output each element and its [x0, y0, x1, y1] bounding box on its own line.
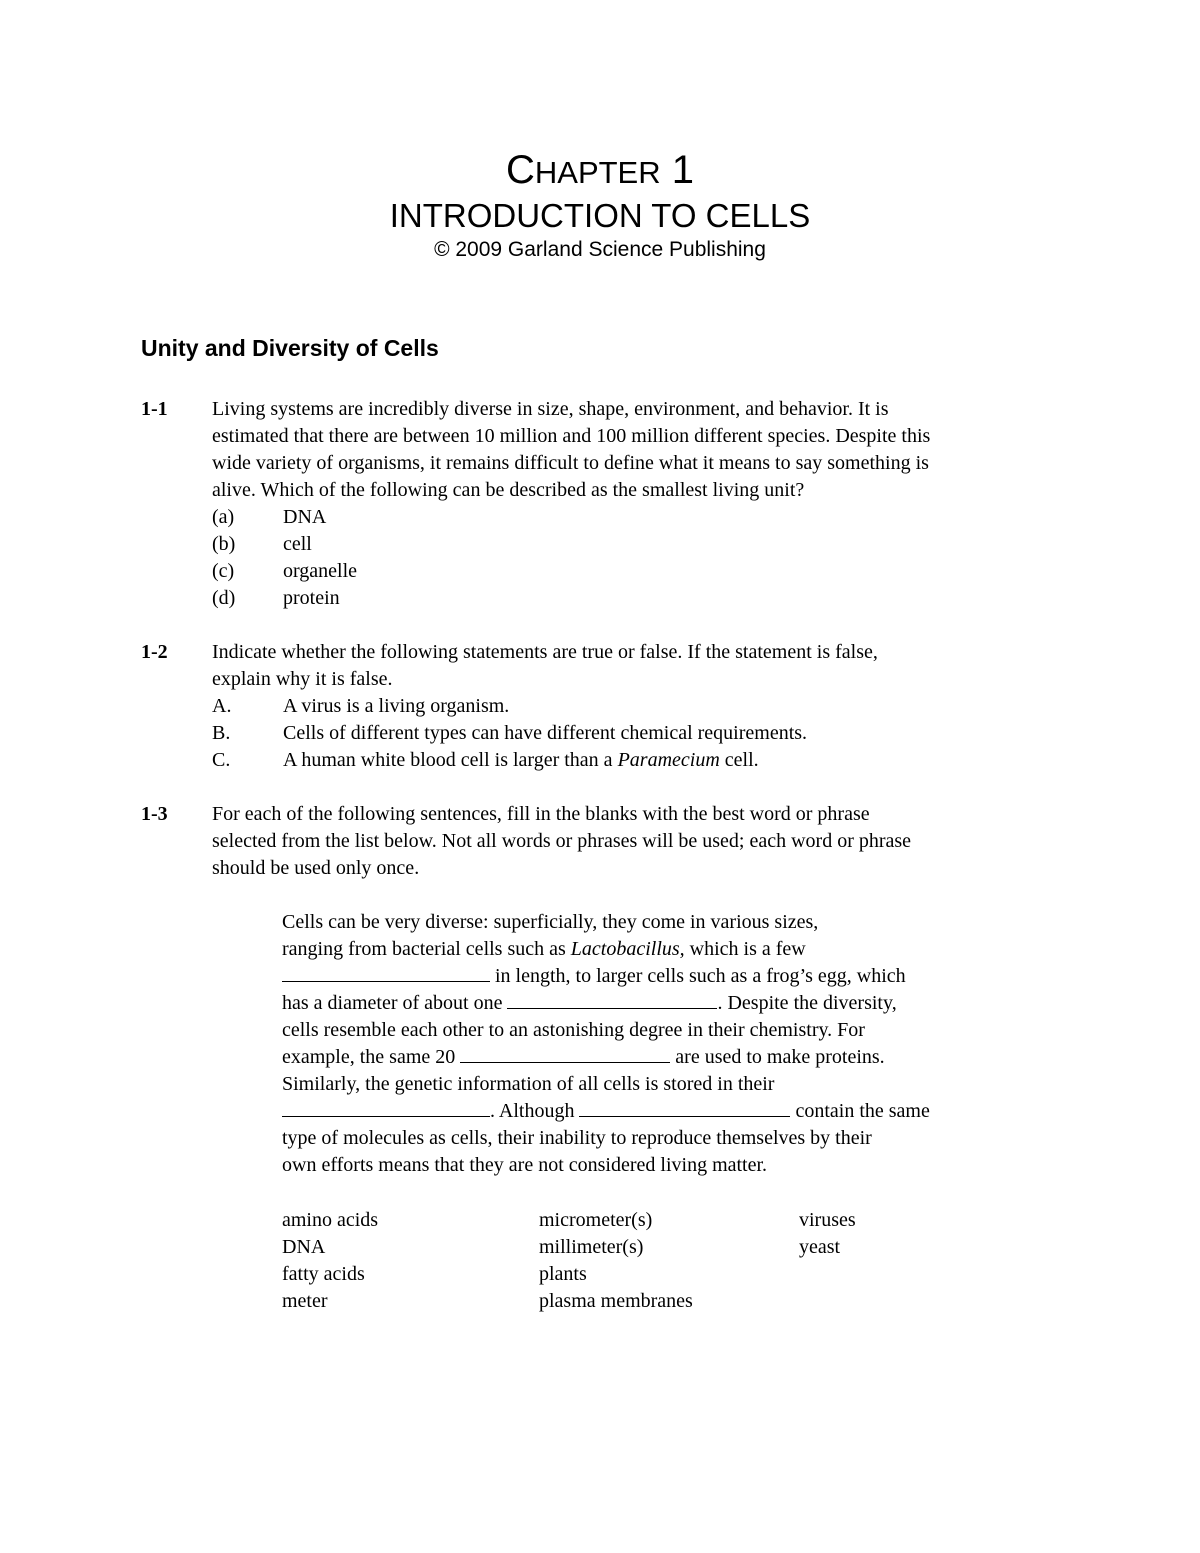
- passage-line: [282, 990, 1002, 1017]
- statement-text: [283, 747, 759, 774]
- passage-line: Similarly, the genetic information of all cells is stored in their: [282, 1073, 775, 1095]
- fill-in-passage: [282, 909, 1002, 1179]
- question-number: 1-3: [141, 803, 168, 825]
- option-text: protein: [283, 587, 340, 609]
- chapter-number: 1: [671, 148, 694, 192]
- answer-blank-3[interactable]: [460, 1044, 670, 1063]
- statement-label: A.: [212, 695, 232, 717]
- word-bank-item: plants: [539, 1263, 587, 1285]
- answer-option-a: [212, 504, 1012, 531]
- question-text: [212, 639, 1071, 693]
- statement-text-part: A human white blood cell is larger than a: [283, 749, 618, 771]
- word-bank-column: [539, 1207, 693, 1315]
- word-bank-column: [799, 1207, 856, 1261]
- statement-text-part: cell.: [719, 749, 759, 771]
- question-number: 1-1: [141, 398, 168, 420]
- chapter-title-word: HAPTER: [534, 155, 661, 190]
- answer-blank-2[interactable]: [507, 990, 717, 1009]
- option-text: DNA: [283, 506, 327, 528]
- passage-text: contain the same: [790, 1100, 930, 1122]
- passage-line: type of molecules as cells, their inability to reproduce themselves by their: [282, 1127, 872, 1149]
- passage-text: example, the same 20: [282, 1046, 461, 1068]
- word-bank-item: amino acids: [282, 1209, 379, 1231]
- passage-text: in length, to larger cells such as a frog’s egg, which: [490, 965, 906, 987]
- statement-list: [212, 693, 1012, 774]
- passage-line: [282, 1044, 1002, 1071]
- passage-text: has a diameter of about one: [282, 992, 508, 1014]
- question-text-line: alive. Which of the following can be described as the smallest living unit?: [212, 479, 805, 501]
- question-text: [212, 396, 1071, 504]
- statement-text: A virus is a living organism.: [283, 695, 510, 717]
- option-label: (a): [212, 506, 235, 528]
- statement-a: [212, 693, 1012, 720]
- option-label: (b): [212, 533, 236, 555]
- statement-label: C.: [212, 749, 231, 771]
- passage-line: [282, 1098, 1002, 1125]
- answer-blank-1[interactable]: [282, 963, 490, 982]
- species-name: Lactobacillus,: [570, 938, 685, 960]
- copyright-notice: © 2009 Garland Science Publishing: [434, 238, 766, 261]
- word-bank-item: DNA: [282, 1236, 326, 1258]
- section-heading: Unity and Diversity of Cells: [141, 335, 439, 361]
- answer-options: [212, 504, 1012, 612]
- statement-b: [212, 720, 1012, 747]
- option-label: (c): [212, 560, 235, 582]
- question-text-line: estimated that there are between 10 million and 100 million different species. Despite this: [212, 425, 931, 447]
- word-bank-item: fatty acids: [282, 1263, 365, 1285]
- chapter-title: [0, 145, 1200, 198]
- passage-text: which is a few: [684, 938, 806, 960]
- question-number: 1-2: [141, 641, 168, 663]
- question-text-line: wide variety of organisms, it remains difficult to define what it means to say something is: [212, 452, 929, 474]
- passage-text: are used to make proteins.: [670, 1046, 885, 1068]
- passage-line: Cells can be very diverse: superficially, they come in various sizes,: [282, 911, 819, 933]
- passage-line: own efforts means that they are not considered living matter.: [282, 1154, 768, 1176]
- question-text-line: For each of the following sentences, fill in the blanks with the best word or phrase: [212, 803, 870, 825]
- statement-c: [212, 747, 1012, 774]
- word-bank-item: millimeter(s): [539, 1236, 644, 1258]
- species-name: Paramecium: [617, 749, 720, 771]
- passage-line: [282, 963, 1002, 990]
- passage-text: . Although: [490, 1100, 580, 1122]
- passage-text: . Despite the diversity,: [717, 992, 897, 1014]
- question-text-line: selected from the list below. Not all words or phrases will be used; each word or phrase: [212, 830, 912, 852]
- statement-text: Cells of different types can have different chemical requirements.: [283, 722, 808, 744]
- option-text: cell: [283, 533, 312, 555]
- passage-line: cells resemble each other to an astonishing degree in their chemistry. For: [282, 1019, 865, 1041]
- answer-option-b: [212, 531, 1012, 558]
- question-text-line: Indicate whether the following statements are true or false. If the statement is false,: [212, 641, 878, 663]
- option-label: (d): [212, 587, 236, 609]
- question-text-line: Living systems are incredibly diverse in size, shape, environment, and behavior. It is: [212, 398, 889, 420]
- statement-label: B.: [212, 722, 231, 744]
- passage-line: [282, 936, 1002, 963]
- chapter-subtitle: INTRODUCTION TO CELLS: [389, 197, 811, 234]
- word-bank-item: yeast: [799, 1236, 841, 1258]
- word-bank-item: viruses: [799, 1209, 856, 1231]
- question-text-line: should be used only once.: [212, 857, 420, 879]
- answer-option-d: [212, 585, 1012, 612]
- word-bank-column: [282, 1207, 378, 1315]
- question-text-line: explain why it is false.: [212, 668, 393, 690]
- chapter-title-initial: C: [505, 148, 535, 192]
- answer-option-c: [212, 558, 1012, 585]
- question-text: [212, 801, 1071, 882]
- answer-blank-4[interactable]: [282, 1098, 490, 1117]
- word-bank-item: meter: [282, 1290, 328, 1312]
- answer-blank-5[interactable]: [579, 1098, 790, 1117]
- passage-text: ranging from bacterial cells such as: [282, 938, 571, 960]
- word-bank-item: micrometer(s): [539, 1209, 653, 1231]
- word-bank-item: plasma membranes: [539, 1290, 693, 1312]
- option-text: organelle: [283, 560, 358, 582]
